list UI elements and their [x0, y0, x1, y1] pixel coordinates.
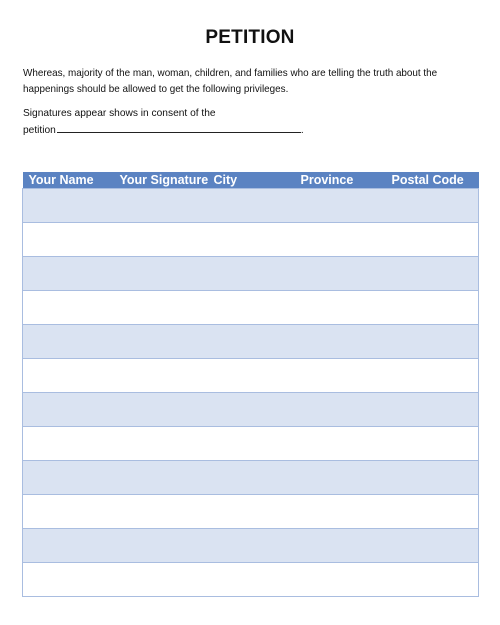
- table-cell-your-name[interactable]: [23, 529, 114, 563]
- table-row: [23, 495, 479, 529]
- table-cell-city[interactable]: [208, 223, 295, 257]
- consent-suffix: .: [300, 125, 304, 136]
- table-cell-your-signature[interactable]: [114, 291, 208, 325]
- table-cell-city[interactable]: [208, 257, 295, 291]
- table-body: [23, 189, 479, 597]
- consent-paragraph: [23, 106, 323, 138]
- table-row: [23, 189, 479, 223]
- signature-table: [22, 172, 479, 597]
- table-cell-postal-code[interactable]: [386, 359, 479, 393]
- table-row: [23, 461, 479, 495]
- table-cell-province[interactable]: [295, 325, 386, 359]
- table-cell-postal-code[interactable]: [386, 223, 479, 257]
- table-cell-your-name[interactable]: [23, 291, 114, 325]
- table-cell-city[interactable]: [208, 325, 295, 359]
- table-cell-your-signature[interactable]: [114, 495, 208, 529]
- table-cell-your-name[interactable]: [23, 189, 114, 223]
- table-cell-your-signature[interactable]: [114, 223, 208, 257]
- table-cell-city[interactable]: [208, 359, 295, 393]
- table-cell-postal-code[interactable]: [386, 563, 479, 597]
- table-cell-postal-code[interactable]: [386, 427, 479, 461]
- column-header-your-signature: Your Signature: [114, 172, 208, 189]
- table-cell-province[interactable]: [295, 393, 386, 427]
- table-cell-province[interactable]: [295, 223, 386, 257]
- page-title: PETITION: [205, 27, 295, 48]
- table-cell-postal-code[interactable]: [386, 529, 479, 563]
- table-cell-city[interactable]: [208, 393, 295, 427]
- table-cell-province[interactable]: [295, 291, 386, 325]
- table-cell-your-signature[interactable]: [114, 427, 208, 461]
- table-cell-postal-code[interactable]: [386, 495, 479, 529]
- table-row: [23, 563, 479, 597]
- table-row: [23, 325, 479, 359]
- column-header-city: City: [208, 172, 295, 189]
- table-cell-postal-code[interactable]: [386, 461, 479, 495]
- table-cell-province[interactable]: [295, 359, 386, 393]
- table-cell-your-signature[interactable]: [114, 257, 208, 291]
- table-row: [23, 291, 479, 325]
- table-cell-province[interactable]: [295, 461, 386, 495]
- table-cell-province[interactable]: [295, 495, 386, 529]
- table-cell-your-signature[interactable]: [114, 359, 208, 393]
- table-row: [23, 393, 479, 427]
- table-cell-your-signature[interactable]: [114, 393, 208, 427]
- table-cell-your-name[interactable]: [23, 359, 114, 393]
- table-cell-your-name[interactable]: [23, 427, 114, 461]
- table-cell-city[interactable]: [208, 427, 295, 461]
- table-cell-city[interactable]: [208, 529, 295, 563]
- table-cell-postal-code[interactable]: [386, 325, 479, 359]
- table-cell-postal-code[interactable]: [386, 393, 479, 427]
- table-row: [23, 223, 479, 257]
- table-cell-your-signature[interactable]: [114, 529, 208, 563]
- table-row: [23, 359, 479, 393]
- table-cell-your-name[interactable]: [23, 257, 114, 291]
- consent-line-row: [23, 121, 323, 138]
- table-cell-postal-code[interactable]: [386, 189, 479, 223]
- table-cell-province[interactable]: [295, 529, 386, 563]
- column-header-your-name: Your Name: [23, 172, 114, 189]
- table-cell-city[interactable]: [208, 563, 295, 597]
- table-cell-city[interactable]: [208, 461, 295, 495]
- table-header-row: [23, 172, 479, 189]
- table-cell-your-name[interactable]: [23, 495, 114, 529]
- table-cell-postal-code[interactable]: [386, 257, 479, 291]
- consent-text: Signatures appear shows in consent of the: [23, 108, 216, 119]
- table-cell-your-signature[interactable]: [114, 325, 208, 359]
- consent-prefix: petition: [23, 125, 56, 136]
- table-cell-your-signature[interactable]: [114, 563, 208, 597]
- table-cell-your-name[interactable]: [23, 461, 114, 495]
- table-cell-your-name[interactable]: [23, 563, 114, 597]
- intro-paragraph: Whereas, majority of the man, woman, children, and families who are telling the truth about the happenings should be allowed to get the following privileges.: [23, 68, 438, 95]
- table-cell-province[interactable]: [295, 427, 386, 461]
- table-cell-province[interactable]: [295, 563, 386, 597]
- table-cell-province[interactable]: [295, 257, 386, 291]
- table-cell-province[interactable]: [295, 189, 386, 223]
- table-cell-your-name[interactable]: [23, 223, 114, 257]
- table-row: [23, 257, 479, 291]
- petition-blank-line[interactable]: [57, 121, 301, 133]
- table-row: [23, 427, 479, 461]
- table-cell-postal-code[interactable]: [386, 291, 479, 325]
- table-cell-city[interactable]: [208, 495, 295, 529]
- table-cell-your-name[interactable]: [23, 325, 114, 359]
- table-cell-city[interactable]: [208, 291, 295, 325]
- column-header-province: Province: [295, 172, 386, 189]
- table-cell-your-signature[interactable]: [114, 461, 208, 495]
- table-cell-your-name[interactable]: [23, 393, 114, 427]
- table-cell-your-signature[interactable]: [114, 189, 208, 223]
- table-row: [23, 529, 479, 563]
- table-cell-city[interactable]: [208, 189, 295, 223]
- column-header-postal-code: Postal Code: [386, 172, 479, 189]
